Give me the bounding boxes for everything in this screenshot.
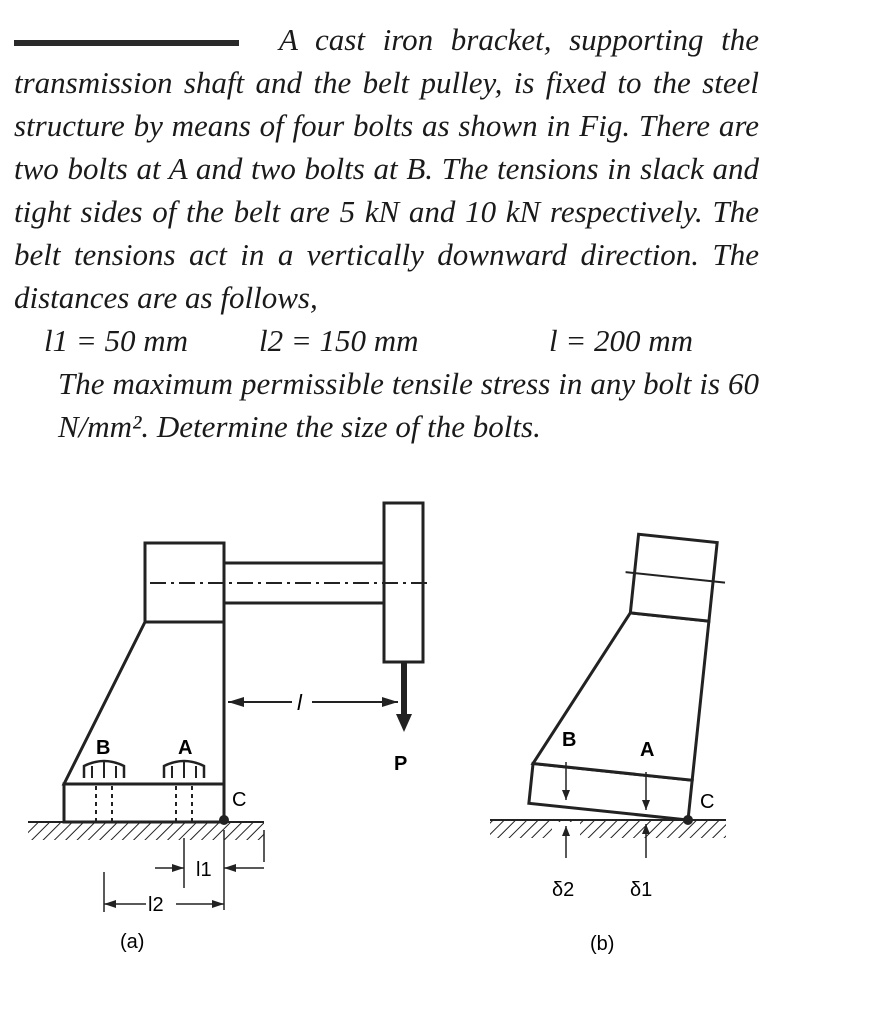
- problem-text: A cast iron bracket, supporting the transmission shaft and the belt pulley, is fixed to the steel structure by means of four bolts as shown in Fig. There are two bolts at A and two bolts at B. The tensions in slack and tight sides of the belt are 5 kN and 10 kN respectively. The belt tensions act in a vertically downward direction. The distances are as follows,: [14, 22, 759, 315]
- bracket-body-a: [64, 622, 224, 784]
- pivot-C-a: [219, 815, 229, 825]
- problem-final: The maximum permissible tensile stress in any bolt is 60 N/mm². Determine the size of the bolts.: [58, 366, 759, 444]
- distances-row: [14, 319, 759, 362]
- bracket-figure: [0, 490, 876, 1009]
- problem-statement: [14, 18, 759, 448]
- pivot-C-b: [683, 815, 693, 825]
- label-l1: l1: [196, 859, 212, 881]
- label-A-b: A: [640, 739, 655, 761]
- label-C-b: C: [700, 791, 715, 813]
- figure-a: [28, 503, 432, 953]
- ground-hatch-a: [28, 822, 264, 840]
- label-B-b: B: [562, 729, 577, 751]
- label-B-a: B: [96, 737, 111, 759]
- figure-b: [490, 526, 729, 955]
- label-l2: l2: [148, 894, 164, 916]
- label-l: l: [297, 690, 302, 715]
- distance-l2: l2 = 150 mm: [259, 323, 419, 358]
- label-delta2: δ2: [552, 879, 575, 901]
- distance-l: l = 200 mm: [549, 323, 694, 358]
- label-A-a: A: [178, 737, 193, 759]
- label-C-a: C: [232, 789, 247, 811]
- caption-a: (a): [120, 931, 145, 953]
- bracket-base-a: [64, 784, 224, 822]
- label-delta1: δ1: [630, 879, 653, 901]
- label-P: P: [394, 753, 408, 775]
- caption-b: (b): [590, 933, 615, 955]
- redacted-heading: [14, 40, 239, 46]
- tilted-bracket: [529, 526, 729, 821]
- problem-paragraph: [14, 18, 759, 319]
- distance-l1: l1 = 50 mm: [44, 323, 189, 358]
